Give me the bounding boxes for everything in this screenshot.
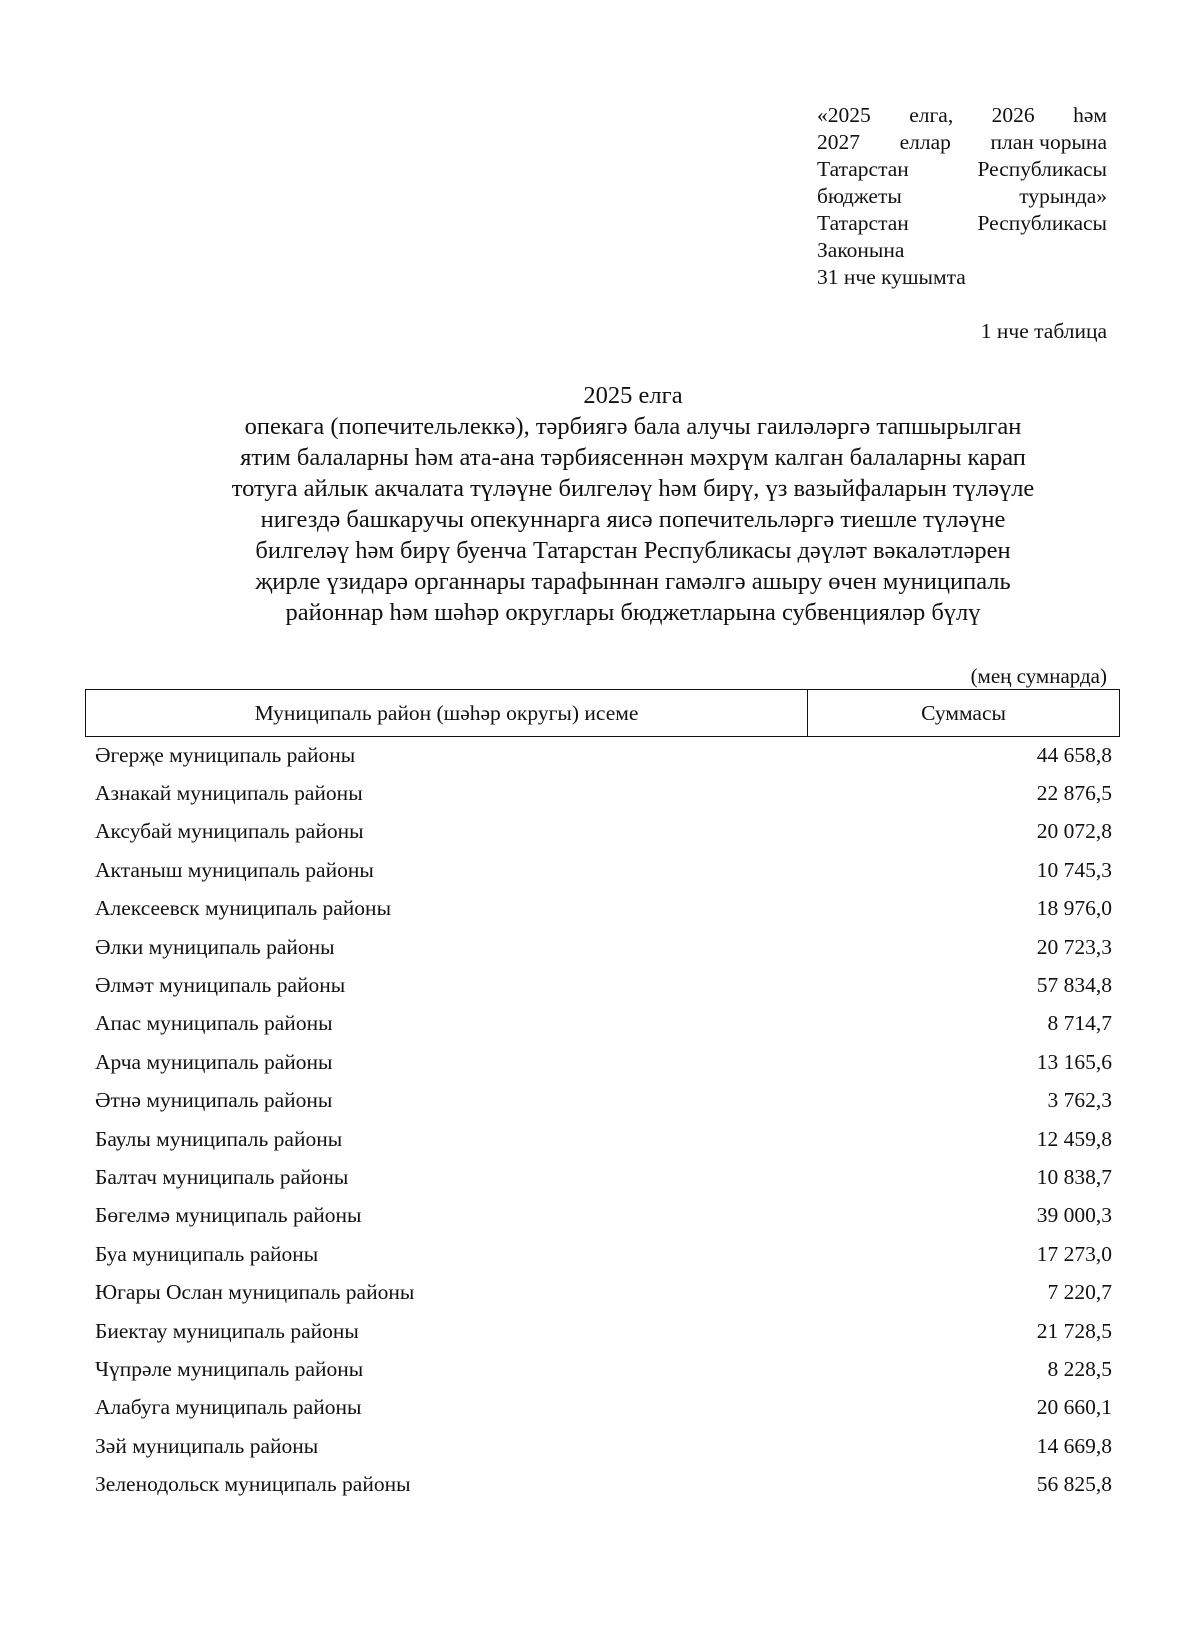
district-name: Алексеевск муниципаль районы: [95, 896, 392, 921]
document-title: [100, 380, 1166, 628]
annex-reference: [817, 102, 1107, 291]
header-name-column: Муниципаль район (шәһәр округы) исеме: [86, 690, 808, 736]
table-row: [95, 1312, 1112, 1350]
table-row: [95, 1043, 1112, 1081]
table-row: [95, 1235, 1112, 1273]
table-row: [95, 1158, 1112, 1196]
annex-line: [817, 210, 1107, 237]
district-name: Арча муниципаль районы: [95, 1049, 333, 1074]
annex-word: Республикасы: [977, 211, 1107, 235]
district-sum: 21 728,5: [1036, 1318, 1112, 1343]
units-note: (мең сумнарда): [970, 664, 1107, 688]
district-name: Югары Ослан муниципаль районы: [95, 1280, 415, 1305]
district-name: Апас муниципаль районы: [95, 1011, 333, 1036]
annex-word: Республикасы: [977, 157, 1107, 181]
table-body: [95, 736, 1112, 1504]
table-row: [95, 774, 1112, 812]
table-row: [95, 1082, 1112, 1120]
district-name: Биектау муниципаль районы: [95, 1318, 359, 1343]
table-row: [95, 1465, 1112, 1503]
district-name: Алабуга муниципаль районы: [95, 1395, 362, 1420]
annex-line: [817, 156, 1107, 183]
annex-word: план чорына: [990, 130, 1107, 154]
table-row: [95, 928, 1112, 966]
district-name: Азнакай муниципаль районы: [95, 781, 363, 806]
district-name: Әгерҗе муниципаль районы: [95, 742, 356, 767]
table-row: [95, 1120, 1112, 1158]
district-sum: 20 660,1: [1036, 1395, 1112, 1420]
district-sum: 8 714,7: [1047, 1011, 1112, 1036]
table-row: [95, 966, 1112, 1004]
title-year: 2025 елга: [583, 382, 683, 409]
district-name: Актаныш муниципаль районы: [95, 857, 374, 882]
district-name: Әлмәт муниципаль районы: [95, 973, 346, 998]
district-sum: 17 273,0: [1036, 1241, 1112, 1266]
district-sum: 7 220,7: [1047, 1280, 1112, 1305]
district-sum: 14 669,8: [1036, 1433, 1112, 1458]
district-sum: 3 762,3: [1047, 1088, 1112, 1113]
annex-word: еллар: [899, 130, 951, 154]
district-sum: 56 825,8: [1036, 1472, 1112, 1497]
district-sum: 18 976,0: [1036, 896, 1112, 921]
annex-line: [817, 183, 1107, 210]
table-row: [95, 1273, 1112, 1311]
district-name: Зәй муниципаль районы: [95, 1433, 319, 1458]
district-sum: 13 165,6: [1036, 1049, 1112, 1074]
annex-word: 31 нче кушымта: [817, 265, 966, 289]
district-sum: 12 459,8: [1036, 1126, 1112, 1151]
district-sum: 8 228,5: [1047, 1356, 1112, 1381]
district-name: Аксубай муниципаль районы: [95, 819, 364, 844]
title-body: опекага (попечительлеккә), тәрбиягә бала алучы гаиләләргә тапшырылган ятим балаларны һәм ата-ана тәрбиясеннән мәхрүм калган балаларны карап тотуга айлык акчалата түләүне билгеләү һәм бирү, үз вазыйфаларын түләүле нигездә башкаручы опекуннарга яисә попечительләргә тиешле түләүне билгеләү һәм бирү буенча Татарстан Республикасы дәүләт вәкаләтләрен җирле үзидарә органнары тарафыннан гамәлгә ашыру өчен муниципаль районнар һәм шәһәр округлары бюджетларына субвенцияләр бүлү: [231, 413, 1035, 626]
table-row: [95, 1005, 1112, 1043]
district-sum: 10 745,3: [1036, 857, 1112, 882]
district-name: Әлки муниципаль районы: [95, 934, 335, 959]
annex-line: [817, 237, 1107, 264]
annex-word: «2025: [817, 103, 871, 127]
annex-line: [817, 264, 1107, 291]
annex-word: елга,: [909, 103, 954, 127]
table-header: [85, 689, 1120, 737]
annex-word: турында»: [1019, 184, 1107, 208]
annex-word: 2026: [991, 103, 1035, 127]
district-sum: 10 838,7: [1036, 1164, 1112, 1189]
table-row: [95, 736, 1112, 774]
district-sum: 20 072,8: [1036, 819, 1112, 844]
district-sum: 44 658,8: [1036, 742, 1112, 767]
annex-line: [817, 102, 1107, 129]
annex-word: 2027: [817, 130, 860, 154]
annex-word: Татарстан: [817, 157, 909, 181]
annex-word: бюджеты: [817, 184, 902, 208]
table-row: [95, 1427, 1112, 1465]
annex-word: Законына: [817, 238, 905, 262]
table-row: [95, 1350, 1112, 1388]
district-name: Буа муниципаль районы: [95, 1241, 319, 1266]
annex-line: [817, 129, 1107, 156]
table-row: [95, 813, 1112, 851]
district-sum: 39 000,3: [1036, 1203, 1112, 1228]
district-name: Чүпрәле муниципаль районы: [95, 1356, 364, 1381]
table-row: [95, 851, 1112, 889]
table-row: [95, 1389, 1112, 1427]
table-row: [95, 890, 1112, 928]
header-sum-column: Суммасы: [921, 700, 1006, 725]
annex-word: һәм: [1073, 103, 1107, 127]
district-name: Әтнә муниципаль районы: [95, 1088, 333, 1113]
table-row: [95, 1197, 1112, 1235]
district-name: Зеленодольск муниципаль районы: [95, 1472, 411, 1497]
district-sum: 22 876,5: [1036, 781, 1112, 806]
district-sum: 20 723,3: [1036, 934, 1112, 959]
district-name: Балтач муниципаль районы: [95, 1164, 349, 1189]
district-name: Бөгелмә муниципаль районы: [95, 1203, 362, 1228]
district-sum: 57 834,8: [1036, 973, 1112, 998]
annex-word: Татарстан: [817, 211, 909, 235]
table-number: 1 нче таблица: [980, 319, 1107, 343]
district-name: Баулы муниципаль районы: [95, 1126, 343, 1151]
